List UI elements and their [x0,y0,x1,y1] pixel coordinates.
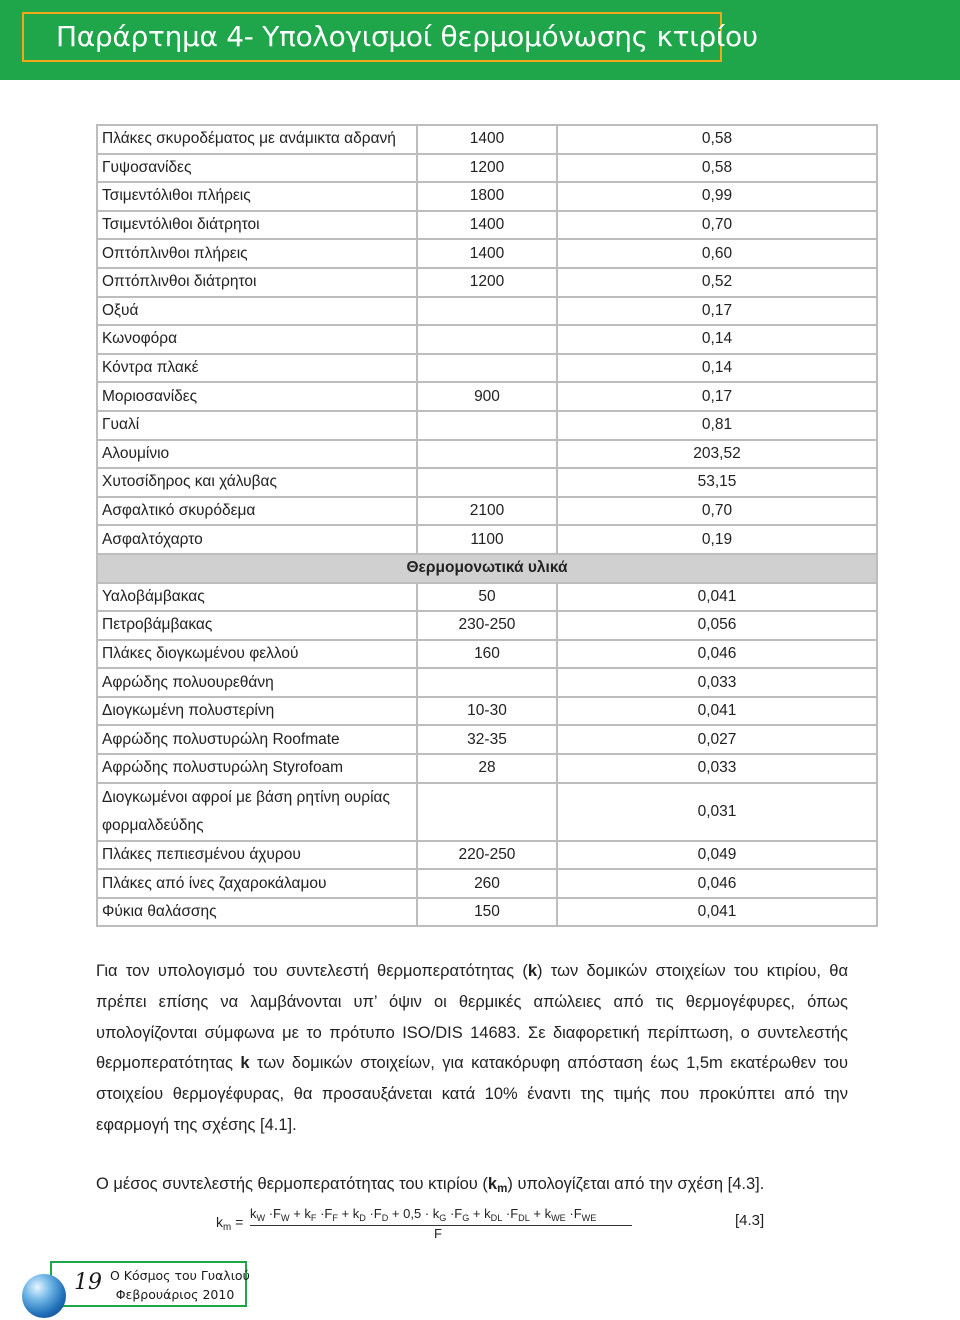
lambda-cell: 0,046 [557,640,877,669]
paragraph-mean-coefficient [96,1170,856,1203]
table-row [97,725,877,754]
lambda-cell: 53,15 [557,468,877,497]
density-cell: 2100 [417,497,557,526]
table-row [97,783,877,841]
table-row [97,382,877,411]
density-cell: 230-250 [417,611,557,640]
material-name: Τσιμεντόλιθοι διάτρητοι [97,211,417,240]
table-row [97,611,877,640]
material-name: Αφρώδης πολυστυρώλη Styrofoam [97,754,417,783]
material-name: Διογκωμένη πολυστερίνη [97,697,417,726]
lambda-cell: 0,056 [557,611,877,640]
table-row [97,325,877,354]
formula-number: [4.3] [735,1212,765,1229]
table-row [97,411,877,440]
density-cell [417,468,557,497]
table-row [97,869,877,898]
table-row [97,354,877,383]
globe-icon [22,1274,66,1318]
material-name: Πλάκες από ίνες ζαχαροκάλαμου [97,869,417,898]
table-row [97,182,877,211]
density-cell: 10-30 [417,697,557,726]
materials-table-body [97,125,877,554]
magazine-name: Ο Κόσμος του Γυαλιού [110,1268,250,1283]
material-name: Ασφαλτικό σκυρόδεμα [97,497,417,526]
density-cell [417,354,557,383]
page-title: Παράρτημα 4- Υπολογισμοί θερμομόνωσης κτιρίου [56,20,758,53]
paragraph1-text: των δομικών στοιχείων, για κατακόρυφη απόσταση έως 1,5m εκατέρωθεν του στοιχείου θερμογέφυρας, θα προσαυξάνεται κατά 10% έναντι της τιμής που προκύπτει από την εφαρμογή της σχέσης [4.1]. [96,1054,848,1134]
density-cell: 150 [417,898,557,927]
material-name: Γυαλί [97,411,417,440]
density-cell [417,783,557,841]
lambda-cell: 0,19 [557,525,877,554]
table-row [97,668,877,697]
section-header: Θερμομονωτικά υλικά [97,554,877,583]
table-row [97,640,877,669]
lambda-cell: 0,60 [557,239,877,268]
issue-date: Φεβρουάριος 2010 [115,1287,235,1302]
material-name: Οπτόπλινθοι πλήρεις [97,239,417,268]
density-cell [417,440,557,469]
lambda-cell: 0,033 [557,754,877,783]
lambda-cell: 0,81 [557,411,877,440]
density-cell [417,668,557,697]
lambda-cell: 0,17 [557,297,877,326]
page-number: 19 [74,1270,102,1295]
material-name: Πλάκες διογκωμένου φελλού [97,640,417,669]
formula-lhs-sub: m [223,1222,232,1233]
material-name: Τσιμεντόλιθοι πλήρεις [97,182,417,211]
formula-lhs-k: k [216,1214,223,1230]
lambda-cell: 0,041 [557,898,877,927]
density-cell: 1200 [417,154,557,183]
lambda-cell: 0,17 [557,382,877,411]
material-name: Πλάκες σκυροδέματος με ανάμικτα αδρανή [97,125,417,154]
lambda-cell: 0,031 [557,783,877,841]
material-name: Αλουμίνιο [97,440,417,469]
materials-table [96,124,878,927]
density-cell: 1400 [417,211,557,240]
density-cell [417,411,557,440]
material-name: Αφρώδης πολυουρεθάνη [97,668,417,697]
formula-denominator: F [434,1226,442,1241]
lambda-cell: 0,14 [557,354,877,383]
material-name: Οξυά [97,297,417,326]
material-name: Κόντρα πλακέ [97,354,417,383]
materials-table-section [97,554,877,583]
density-cell: 900 [417,382,557,411]
table-row [97,468,877,497]
lambda-cell: 203,52 [557,440,877,469]
table-row [97,297,877,326]
formula-lhs [216,1214,243,1233]
paragraph-thermal-bridges [96,956,848,1141]
table-row [97,125,877,154]
paragraph2-text: Ο μέσος συντελεστής θερμοπερατότητας του κτιρίου ( [96,1175,488,1193]
material-name: Οπτόπλινθοι διάτρητοι [97,268,417,297]
table-row [97,583,877,612]
symbol-km [488,1175,507,1193]
material-name: Γυψοσανίδες [97,154,417,183]
table-row [97,440,877,469]
table-row [97,754,877,783]
section-header-row [97,554,877,583]
density-cell: 1400 [417,239,557,268]
material-name: Μοριοσανίδες [97,382,417,411]
paragraph1-text: Για τον υπολογισμό του συντελεστή θερμοπερατότητας ( [96,962,528,980]
density-cell [417,297,557,326]
density-cell: 160 [417,640,557,669]
paragraph1-text: ) των δομικών στοιχείων του κτιρίου, θα πρέπει επίσης να λαμβάνονται υπ’ όψιν οι θερμικές απώλειες από τις θερμογέφυρες, όπως υπολογίζονται σύμφωνα με το πρότυπο ISO/DIS 14683. Σε διαφορετική περίπτωση, ο συντελεστής θερμοπερατότητας [96,962,848,1073]
density-cell: 28 [417,754,557,783]
lambda-cell: 0,049 [557,841,877,870]
lambda-cell: 0,046 [557,869,877,898]
lambda-cell: 0,041 [557,697,877,726]
lambda-cell: 0,70 [557,497,877,526]
material-name: Πετροβάμβακας [97,611,417,640]
subscript-m: m [497,1183,508,1195]
material-name: Φύκια θαλάσσης [97,898,417,927]
formula-equals: = [235,1214,244,1230]
paragraph2-text: ) υπολογίζεται από την σχέση [4.3]. [507,1175,765,1193]
symbol-k: k [527,962,537,980]
formula-numerator: $k_W \cdot F_W + k_F \cdot F_F + k_D \cdot F_D + 0,5 \cdot k_G \cdot F_G + k_{DL} \cdot F_{DL} + k_{WE} \cdot F_{WE}$ [250,1206,597,1223]
table-row [97,211,877,240]
insulation-table-body [97,583,877,927]
density-cell: 50 [417,583,557,612]
material-name: Υαλοβάμβακας [97,583,417,612]
density-cell: 1200 [417,268,557,297]
density-cell: 32-35 [417,725,557,754]
material-name: Χυτοσίδηρος και χάλυβας [97,468,417,497]
lambda-cell: 0,99 [557,182,877,211]
lambda-cell: 0,58 [557,125,877,154]
material-name: Πλάκες πεπιεσμένου άχυρου [97,841,417,870]
material-name: Διογκωμένοι αφροί με βάση ρητίνη ουρίας φορμαλδεύδης [97,783,417,841]
material-name: Αφρώδης πολυστυρώλη Roofmate [97,725,417,754]
table-row [97,697,877,726]
lambda-cell: 0,70 [557,211,877,240]
density-cell: 260 [417,869,557,898]
material-name: Κωνοφόρα [97,325,417,354]
table-row [97,497,877,526]
symbol-k: k [240,1054,250,1073]
lambda-cell: 0,52 [557,268,877,297]
lambda-cell: 0,58 [557,154,877,183]
table-row [97,841,877,870]
symbol-k: k [487,1175,498,1193]
density-cell: 1800 [417,182,557,211]
lambda-cell: 0,027 [557,725,877,754]
table-row [97,525,877,554]
density-cell: 220-250 [417,841,557,870]
density-cell: 1400 [417,125,557,154]
lambda-cell: 0,041 [557,583,877,612]
lambda-cell: 0,033 [557,668,877,697]
density-cell [417,325,557,354]
table-row [97,268,877,297]
table-row [97,154,877,183]
lambda-cell: 0,14 [557,325,877,354]
table-row [97,898,877,927]
material-name: Ασφαλτόχαρτο [97,525,417,554]
density-cell: 1100 [417,525,557,554]
table-row [97,239,877,268]
